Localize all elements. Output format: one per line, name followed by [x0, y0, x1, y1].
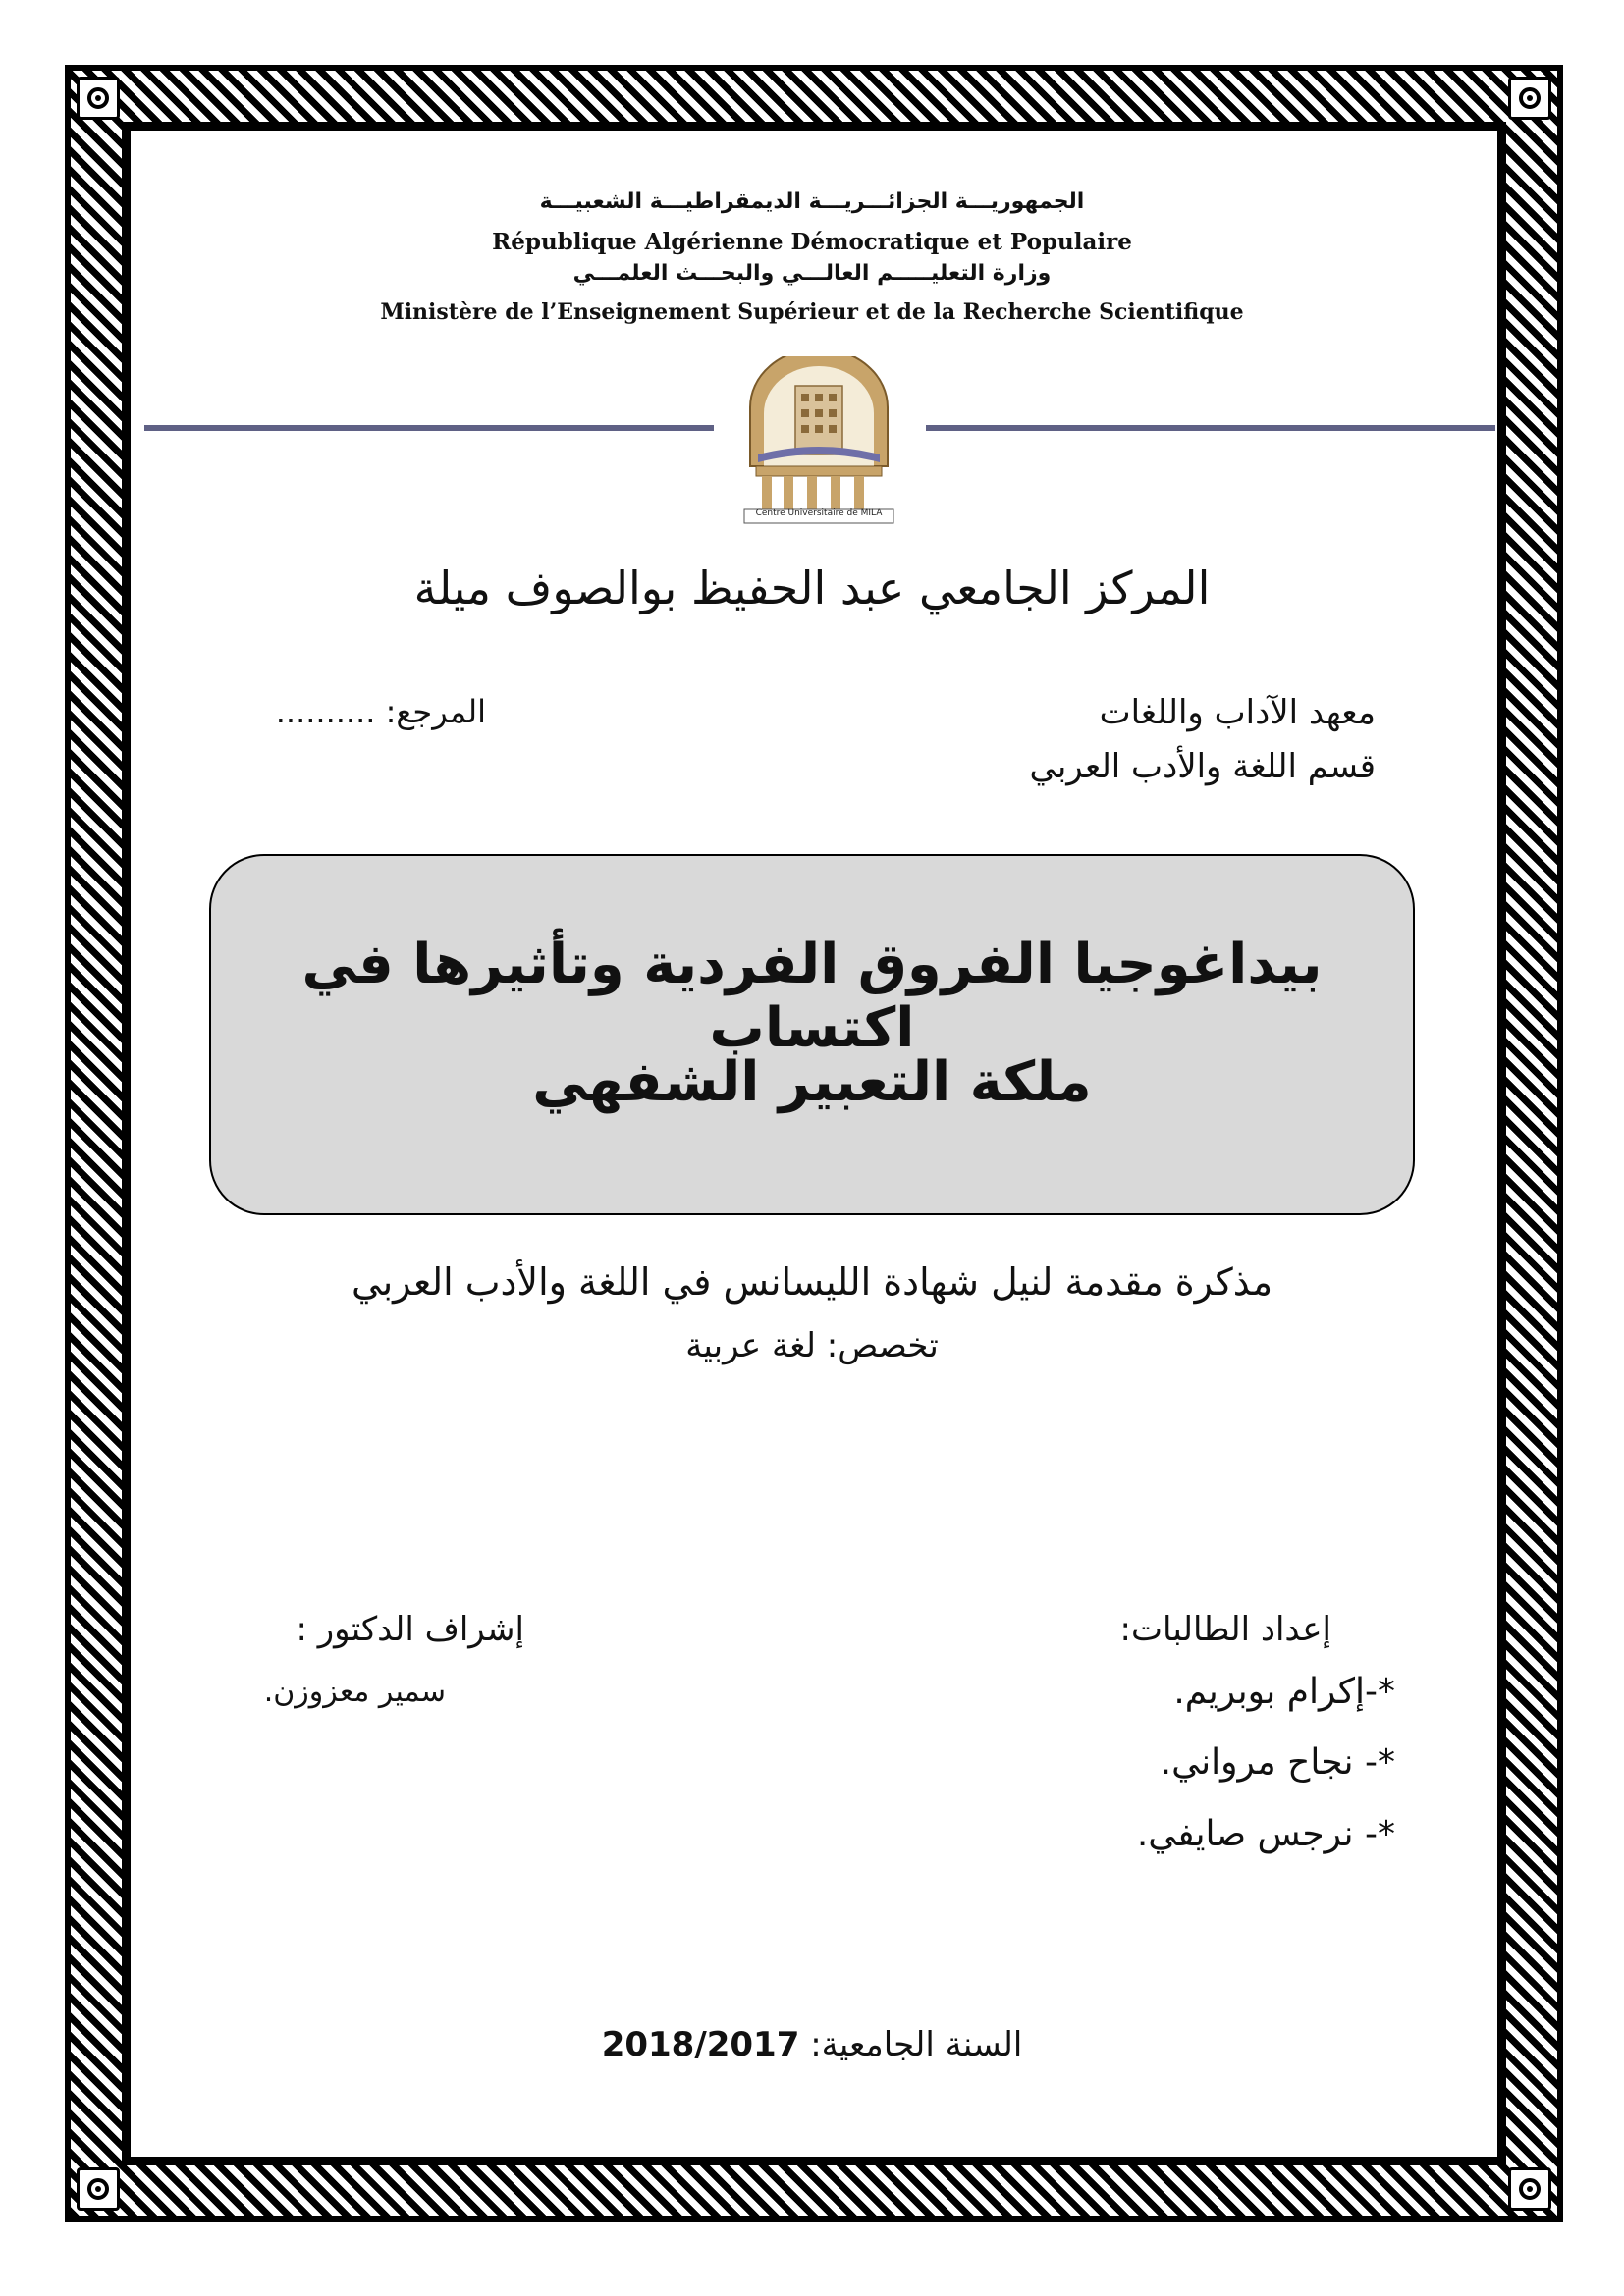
specialty: تخصص: لغة عربية [685, 1326, 939, 1365]
republic-arabic: الجمهوريـــة الجزائـــريـــة الديمقراطيـــة الشعبيـــة [539, 189, 1085, 214]
header-divider-right [926, 425, 1495, 431]
institution-name: المركز الجامعي عبد الحفيظ بوالصوف ميلة [413, 561, 1211, 614]
header-divider-left [144, 425, 714, 431]
university-logo-icon [738, 356, 899, 525]
student-name: *- نجاح مرواني. [1160, 1742, 1395, 1783]
student-name: *-إكرام بوبريم. [1173, 1672, 1395, 1712]
ministry-arabic: وزارة التعليـــــم العالـــي والبحـــث العلمـــي [572, 261, 1052, 286]
corner-ornament-icon [77, 2167, 120, 2211]
thesis-title-line2: ملكة التعبير الشفهي [532, 1050, 1092, 1114]
supervisor-label: إشراف الدكتور : [296, 1610, 524, 1649]
department-name: قسم اللغة والأدب العربي [1029, 747, 1376, 786]
ministry-french: Ministère de l’Enseignement Supérieur et de la Recherche Scientifique [380, 299, 1244, 325]
supervisor-name: سمير معزوزن. [263, 1675, 446, 1709]
student-name: *- نرجس صايفي. [1136, 1814, 1395, 1854]
logo-caption: Centre Universitaire de MILA [755, 508, 883, 518]
reference-field: المرجع: .......... [275, 693, 486, 730]
corner-ornament-icon [1508, 2167, 1551, 2211]
memo-description: مذكرة مقدمة لنيل شهادة الليسانس في اللغة والأدب العربي [351, 1260, 1273, 1304]
corner-ornament-icon [77, 77, 120, 120]
corner-ornament-icon [1508, 77, 1551, 120]
academic-year [491, 2025, 1133, 2064]
institute-name: معهد الآداب واللغات [1099, 693, 1376, 732]
students-label: إعداد الطالبات: [1119, 1610, 1331, 1649]
academic-year-label: السنة الجامعية: [810, 2025, 1023, 2064]
republic-french: République Algérienne Démocratique et Populaire [492, 229, 1132, 255]
thesis-title-line1: بيداغوجيا الفروق الفردية وتأثيرها في اكتساب [301, 933, 1323, 1060]
academic-year-value: 2018/2017 [601, 2025, 800, 2064]
